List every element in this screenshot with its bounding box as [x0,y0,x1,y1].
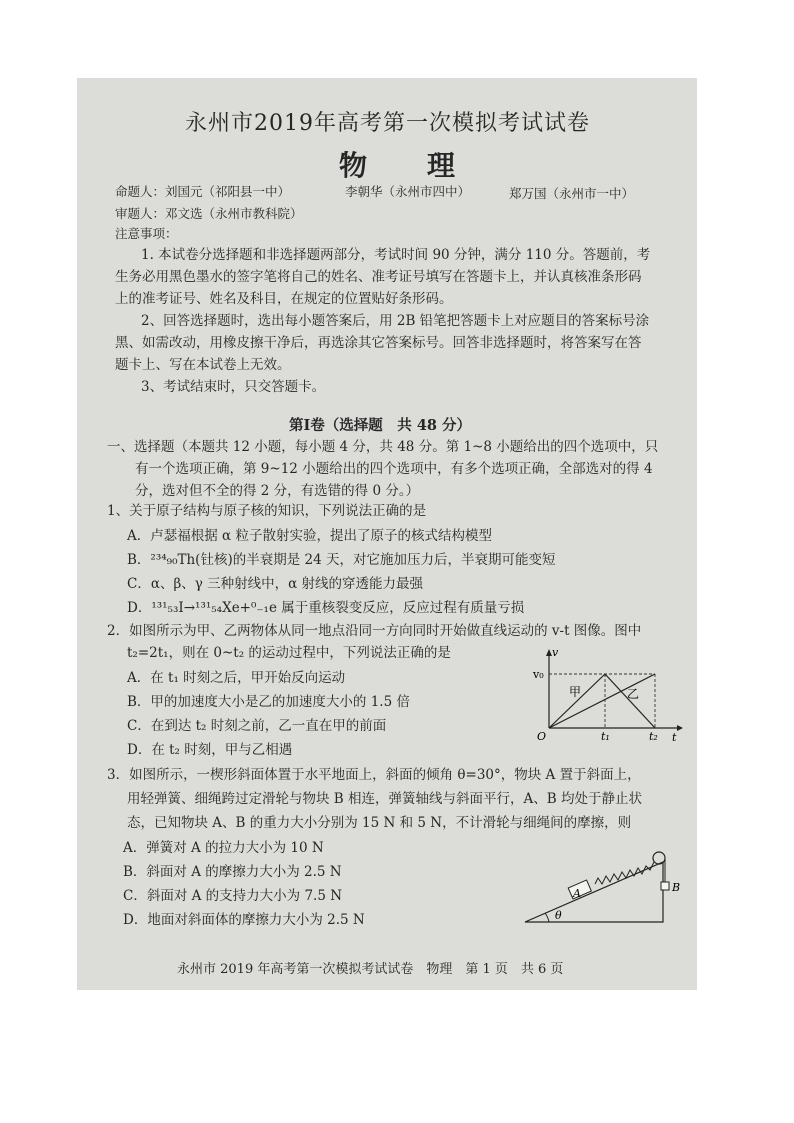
question-1-option-c: C．α、β、γ 三种射线中，α 射线的穿透能力最强 [127,576,424,592]
block-b [661,882,669,890]
question-3-option-a: A．弹簧对 A 的拉力大小为 10 N [123,840,324,856]
incline-figure [519,840,695,928]
reviewer-label: 审题人： [115,206,166,221]
proposer-2: 李朝华（永州市四中） [345,184,471,199]
proposers-label: 命题人： [115,184,166,199]
question-3-stem: 3．如图所示，一楔形斜面体置于水平地面上，斜面的倾角 θ=30°，物块 A 置于斜面上， [107,767,641,783]
line-jia-fall [605,674,655,728]
question-3-option-c: C．斜面对 A 的支持力大小为 7.5 N [123,888,343,904]
block-a-label: A [573,887,581,900]
t1-label: t₁ [601,730,610,743]
wedge [525,862,663,922]
spring [595,862,654,884]
question-2-stem: 2．如图所示为甲、乙两物体从同一地点沿同一方向同时开始做直线运动的 v-t 图像。图中 [107,623,642,639]
notes-heading: 注意事项： [115,226,178,241]
block-b-label: B [672,881,681,894]
notes-line: 黑、如需改动，用橡皮擦干净后，再选涂其它答案标号。回答非选择题时，将答案写在答 [115,335,642,351]
section-title: 第Ⅰ卷（选择题 共 48 分） [289,417,472,434]
yi-label: 乙 [627,687,640,701]
jia-label: 甲 [569,685,582,699]
v-axis-label: v [552,646,559,659]
exam-title: 永州市2019年高考第一次模拟考试试卷 [185,111,590,136]
proposer-1: 刘国元（祁阳县一中） [165,184,291,199]
proposer-3: 郑万国（永州市一中） [509,186,635,201]
proposers-line [115,182,290,200]
section-instructions: 一、选择题（本题共 12 小题，每小题 4 分，共 48 分。第 1~8 小题给出的四个选项中，只 [107,439,659,455]
question-3-stem: 态，已知物块 A、B 的重力大小分别为 15 N 和 5 N，不计滑轮与细绳间的摩擦，则 [127,815,632,831]
subject-char-1: 物 [339,149,370,182]
question-2-option-a: A．在 t₁ 时刻之后，甲开始反向运动 [127,670,346,686]
origin-label: O [537,730,547,743]
reviewer: 邓文选（永州市教科院） [165,206,303,221]
notes-line: 3、考试结束时，只交答题卡。 [141,379,326,395]
question-1-stem: 1、关于原子结构与原子核的知识，下列说法正确的是 [107,503,427,519]
vt-graph-figure [529,644,689,744]
t-axis-arrow-icon [677,725,683,731]
pulley [653,852,665,864]
t-axis-label: t [672,731,677,744]
question-2-stem: t₂=2t₁，则在 0~t₂ 的运动过程中，下列说法正确的是 [127,645,451,661]
question-3-option-d: D．地面对斜面体的摩擦力大小为 2.5 N [123,912,365,928]
line-jia-rise [549,674,605,728]
subject-char-2: 理 [427,149,458,182]
page-footer: 永州市 2019 年高考第一次模拟考试试卷 物理 第 1 页 共 6 页 [177,962,564,977]
question-2-option-d: D．在 t₂ 时刻，甲与乙相遇 [127,742,293,758]
angle-arc [545,913,549,922]
question-2-option-c: C．在到达 t₂ 时刻之前，乙一直在甲的前面 [127,718,387,734]
question-1-option-d: D．¹³¹₅₃I→¹³¹₅₄Xe+⁰₋₁e 属于重核裂变反应，反应过程有质量亏损 [127,600,525,616]
question-1-option-b: B．²³⁴₉₀Th(钍核)的半衰期是 24 天，对它施加压力后，半衰期可能变短 [127,552,556,568]
subject-title [339,144,457,184]
question-3-stem: 用轻弹簧、细绳跨过定滑轮与物块 B 相连，弹簧轴线与斜面平行，A、B 均处于静止状 [127,791,642,807]
notes-line: 生务必用黑色墨水的签字笔将自己的姓名、准考证号填写在答题卡上，并认真核准条形码 [115,269,642,285]
question-2-option-b: B．甲的加速度大小是乙的加速度大小的 1.5 倍 [127,694,410,710]
section-instructions: 分，选对但不全的得 2 分，有选错的得 0 分。） [135,483,420,499]
line-yi [549,674,655,728]
angle-label: θ [555,909,562,922]
section-instructions: 有一个选项正确，第 9~12 小题给出的四个选项中，有多个选项正确，全部选对的得 4 [135,461,653,477]
notes-line: 上的准考证号、姓名及科目，在规定的位置贴好条形码。 [115,291,453,307]
exam-page [77,78,697,990]
v0-label: v₀ [533,668,544,681]
notes-line: 1. 本试卷分选择题和非选择题两部分，考试时间 90 分钟，满分 110 分。答题前，考 [141,247,651,263]
reviewer-line [115,204,303,222]
question-1-option-a: A．卢瑟福根据 α 粒子散射实验，提出了原子的核式结构模型 [127,528,492,544]
notes-line: 2、回答选择题时，选出每小题答案后，用 2B 铅笔把答题卡上对应题目的答案标号涂 [141,313,650,329]
question-3-option-b: B．斜面对 A 的摩擦力大小为 2.5 N [123,864,342,880]
t2-label: t₂ [649,730,658,743]
notes-line: 题卡上、写在本试卷上无效。 [115,357,291,373]
